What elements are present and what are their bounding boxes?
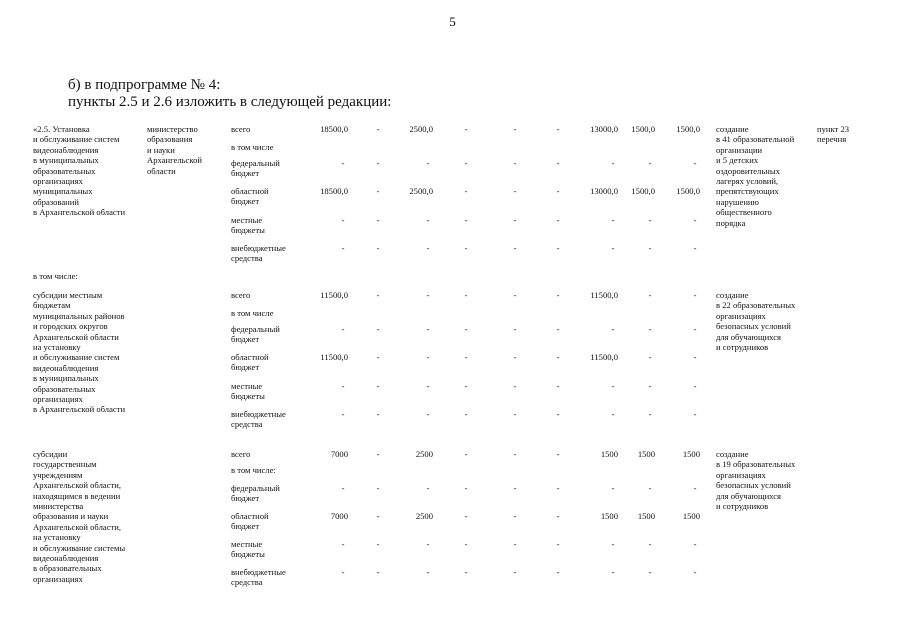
block2-regional-dash: - [426, 352, 430, 362]
block2-regional-label: областной бюджет [231, 352, 269, 373]
block3-total-dash: - [556, 449, 560, 459]
block3-total-label: всего [231, 449, 251, 459]
block2-local-dash: - [648, 381, 652, 391]
block3-extra-dash: - [556, 567, 560, 577]
block1-regional-dash: - [513, 186, 517, 196]
block1-local-dash: - [693, 215, 697, 225]
block3-local-dash: - [513, 539, 517, 549]
block1-federal-dash: - [611, 158, 615, 168]
block2-local-label: местные бюджеты [231, 381, 265, 402]
block2-regional-dash: - [513, 352, 517, 362]
block3-regional-dash: - [464, 511, 468, 521]
block3-extra-label: внебюджетные средства [231, 567, 286, 588]
block3-name: субсидии государственным учреждениям Архангельской области, находящимся в ведении министерства образования и науки Архангельской области, на установку и обслуживание системы видеонаблюдения в образовательных организациях [33, 449, 126, 584]
block1-local-dash: - [341, 215, 345, 225]
block2-federal-dash: - [513, 324, 517, 334]
block3-regional-dash: - [513, 511, 517, 521]
block3-total-dash: - [376, 449, 380, 459]
block3-regional-dash: - [556, 511, 560, 521]
block3-regional-value: 1500 [600, 511, 618, 521]
block1-including-label: в том числе [231, 142, 274, 152]
block2-total-dash: - [426, 290, 430, 300]
block1-local-dash: - [556, 215, 560, 225]
block3-federal-dash: - [464, 483, 468, 493]
block3-extra-dash: - [513, 567, 517, 577]
block1-regional-dash: - [556, 186, 560, 196]
block1-federal-dash: - [464, 158, 468, 168]
block1-local-dash: - [513, 215, 517, 225]
including-label: в том числе: [33, 271, 78, 281]
block3-regional-dash: - [376, 511, 380, 521]
block3-federal-label: федеральный бюджет [231, 483, 280, 504]
block2-regional-dash: - [464, 352, 468, 362]
block2-local-dash: - [513, 381, 517, 391]
block1-total-value: 13000,0 [590, 124, 618, 134]
block2-federal-dash: - [426, 324, 430, 334]
block1-local-dash: - [376, 215, 380, 225]
block1-federal-dash: - [693, 158, 697, 168]
block1-total-value: 1500,0 [631, 124, 655, 134]
block1-total-value: 2500,0 [409, 124, 433, 134]
block1-local-dash: - [648, 215, 652, 225]
page-number: 5 [449, 14, 456, 29]
block1-local-label: местные бюджеты [231, 215, 265, 236]
block1-total-dash: - [513, 124, 517, 134]
block1-federal-dash: - [513, 158, 517, 168]
block3-local-label: местные бюджеты [231, 539, 265, 560]
block3-including_colon-label: в том числе: [231, 465, 276, 475]
block3-extra-dash: - [648, 567, 652, 577]
block2-regional-value: 11500,0 [320, 352, 348, 362]
block1-federal-label: федеральный бюджет [231, 158, 280, 179]
block3-regional-value: 2500 [415, 511, 433, 521]
block2-federal-dash: - [693, 324, 697, 334]
block3-result: создание в 19 образовательных организациях безопасных условий для обучающихся и сотрудников [716, 449, 796, 512]
block2-local-dash: - [556, 381, 560, 391]
block3-regional-value: 1500 [682, 511, 700, 521]
block2-extra-dash: - [693, 409, 697, 419]
block2-total-label: всего [231, 290, 251, 300]
block2-regional-value: 11500,0 [590, 352, 618, 362]
block1-total-dash: - [376, 124, 380, 134]
block3-federal-dash: - [341, 483, 345, 493]
block2-total-dash: - [513, 290, 517, 300]
block1-regional-value: 2500,0 [409, 186, 433, 196]
block1-extra-dash: - [464, 243, 468, 253]
block2-extra-dash: - [464, 409, 468, 419]
block1-regional-dash: - [464, 186, 468, 196]
block3-total-dash: - [513, 449, 517, 459]
block1-local-dash: - [464, 215, 468, 225]
block2-extra-dash: - [648, 409, 652, 419]
block1-federal-dash: - [341, 158, 345, 168]
block2-name: субсидии местным бюджетам муниципальных районов и городских округов Архангельской области на установку и обслуживание систем видеонаблюдения в муниципальных образовательных организациях в Архангельской области [33, 290, 126, 415]
block1-local-dash: - [611, 215, 615, 225]
block1-extra-label: внебюджетные средства [231, 243, 286, 264]
block3-total-value: 1500 [682, 449, 700, 459]
block1-reference: пункт 23 перечня [817, 124, 850, 145]
block1-name: «2.5. Установка и обслуживание систем видеонаблюдения в муниципальных образовательных организациях муниципальных образований в Архангельской области [33, 124, 126, 218]
block2-local-dash: - [693, 381, 697, 391]
block1-regional-value: 1500,0 [676, 186, 700, 196]
block2-federal-label: федеральный бюджет [231, 324, 280, 345]
block3-federal-dash: - [376, 483, 380, 493]
block3-local-dash: - [648, 539, 652, 549]
block1-regional-label: областной бюджет [231, 186, 269, 207]
block3-regional-label: областной бюджет [231, 511, 269, 532]
block1-federal-dash: - [648, 158, 652, 168]
block3-extra-dash: - [426, 567, 430, 577]
block1-federal-dash: - [426, 158, 430, 168]
block2-local-dash: - [611, 381, 615, 391]
block2-result: создание в 22 образовательных организациях безопасных условий для обучающихся и сотрудников [716, 290, 796, 353]
block2-extra-dash: - [341, 409, 345, 419]
block3-local-dash: - [556, 539, 560, 549]
block3-local-dash: - [376, 539, 380, 549]
block2-federal-dash: - [648, 324, 652, 334]
block1-regional-value: 18500,0 [320, 186, 348, 196]
block2-regional-dash: - [556, 352, 560, 362]
heading-line-2: пункты 2.5 и 2.6 изложить в следующей редакции: [68, 94, 392, 110]
block1-federal-dash: - [556, 158, 560, 168]
block1-total-value: 1500,0 [676, 124, 700, 134]
block2-extra-dash: - [426, 409, 430, 419]
block3-total-value: 2500 [415, 449, 433, 459]
block2-federal-dash: - [376, 324, 380, 334]
block2-total-dash: - [693, 290, 697, 300]
block1-extra-dash: - [341, 243, 345, 253]
block1-regional-value: 13000,0 [590, 186, 618, 196]
block3-local-dash: - [341, 539, 345, 549]
block2-federal-dash: - [341, 324, 345, 334]
block3-federal-dash: - [611, 483, 615, 493]
block3-extra-dash: - [341, 567, 345, 577]
block1-extra-dash: - [376, 243, 380, 253]
block2-federal-dash: - [556, 324, 560, 334]
block3-federal-dash: - [513, 483, 517, 493]
block2-including-label: в том числе [231, 308, 274, 318]
block2-extra-dash: - [611, 409, 615, 419]
block3-regional-value: 7000 [330, 511, 348, 521]
block2-extra-dash: - [556, 409, 560, 419]
block3-extra-dash: - [693, 567, 697, 577]
block3-local-dash: - [611, 539, 615, 549]
block2-total-value: 11500,0 [590, 290, 618, 300]
block2-total-dash: - [556, 290, 560, 300]
heading-line-1: б) в подпрограмме № 4: [68, 77, 221, 93]
block3-federal-dash: - [556, 483, 560, 493]
block3-regional-value: 1500 [637, 511, 655, 521]
block1-local-dash: - [426, 215, 430, 225]
block3-total-value: 7000 [330, 449, 348, 459]
block2-extra-dash: - [376, 409, 380, 419]
block1-extra-dash: - [513, 243, 517, 253]
block3-total-dash: - [464, 449, 468, 459]
block2-total-dash: - [648, 290, 652, 300]
block1-extra-dash: - [426, 243, 430, 253]
block1-total-dash: - [556, 124, 560, 134]
block1-regional-dash: - [376, 186, 380, 196]
block2-extra-dash: - [513, 409, 517, 419]
block2-total-dash: - [376, 290, 380, 300]
block2-federal-dash: - [611, 324, 615, 334]
block3-extra-dash: - [611, 567, 615, 577]
block3-federal-dash: - [693, 483, 697, 493]
block2-regional-dash: - [376, 352, 380, 362]
block3-extra-dash: - [376, 567, 380, 577]
block2-local-dash: - [426, 381, 430, 391]
block3-local-dash: - [426, 539, 430, 549]
block2-total-dash: - [464, 290, 468, 300]
block2-federal-dash: - [464, 324, 468, 334]
block3-local-dash: - [693, 539, 697, 549]
block2-total-value: 11500,0 [320, 290, 348, 300]
block2-local-dash: - [341, 381, 345, 391]
block1-total-label: всего [231, 124, 251, 134]
block3-total-value: 1500 [600, 449, 618, 459]
block1-executor: министерство образования и науки Архангельской области [147, 124, 202, 176]
block2-regional-dash: - [693, 352, 697, 362]
block1-federal-dash: - [376, 158, 380, 168]
block3-extra-dash: - [464, 567, 468, 577]
block1-total-dash: - [464, 124, 468, 134]
block1-extra-dash: - [556, 243, 560, 253]
block1-extra-dash: - [648, 243, 652, 253]
block2-local-dash: - [464, 381, 468, 391]
block2-local-dash: - [376, 381, 380, 391]
block2-extra-label: внебюджетные средства [231, 409, 286, 430]
block3-federal-dash: - [648, 483, 652, 493]
block2-regional-dash: - [648, 352, 652, 362]
block1-extra-dash: - [693, 243, 697, 253]
block1-extra-dash: - [611, 243, 615, 253]
block3-total-value: 1500 [637, 449, 655, 459]
block1-regional-value: 1500,0 [631, 186, 655, 196]
block3-federal-dash: - [426, 483, 430, 493]
block1-total-value: 18500,0 [320, 124, 348, 134]
block3-local-dash: - [464, 539, 468, 549]
block1-result: создание в 41 образовательной организации и 5 детских оздоровительных лагерях условий, препятствующих нарушению общественного порядка [716, 124, 795, 228]
